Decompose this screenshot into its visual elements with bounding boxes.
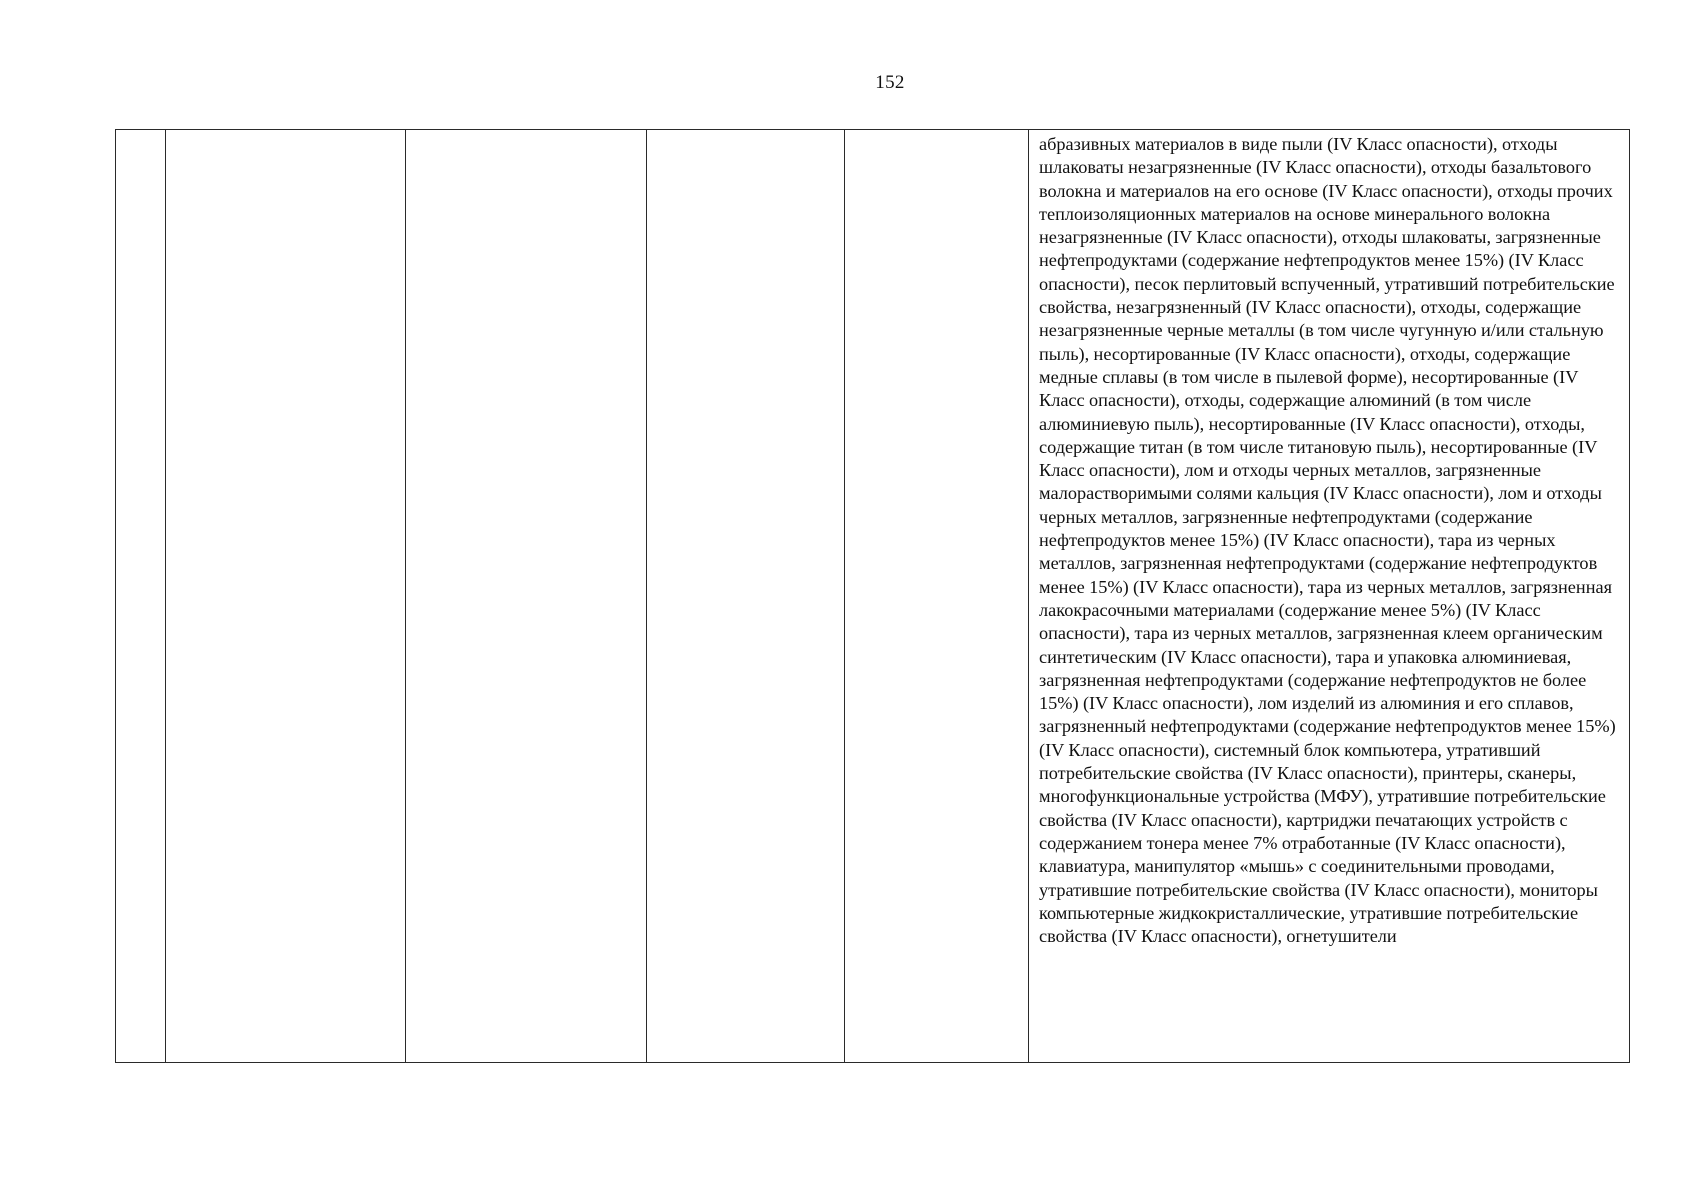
table-row (116, 130, 1630, 1063)
document-table (115, 129, 1630, 1063)
table-cell-6 (1029, 130, 1630, 1063)
table-cell-4 (647, 130, 845, 1063)
page-number: 152 (875, 72, 905, 93)
table-cell-3 (406, 130, 647, 1063)
waste-list-text: абразивных материалов в виде пыли (IV Класс опасности), отходы шлаковаты незагрязненные (IV Класс опасности), отходы базальтового волокна и материалов на его основе (IV Класс опасности), отходы прочих теплоизоляционных материалов на основе минерального волокна незагрязненные (IV Класс опасности), отходы шлаковаты, загрязненные нефтепродуктами (содержание нефтепродуктов менее 15%) (IV Класс опасности), песок перлитовый вспученный, утративший потребительские свойства, незагрязненный (IV Класс опасности), отходы, содержащие незагрязненные черные металлы (в том числе чугунную и/или стальную пыль), несортированные (IV Класс опасности), отходы, содержащие медные сплавы (в том числе в пылевой форме), несортированные (IV Класс опасности), отходы, содержащие алюминий (в том числе алюминиевую пыль), несортированные (IV Класс опасности), отходы, содержащие титан (в том числе титановую пыль), несортированные (IV Класс опасности), лом и отходы черных металлов, загрязненные малорастворимыми солями кальция (IV Класс опасности), лом и отходы черных металлов, загрязненные нефтепродуктами (содержание нефтепродуктов менее 15%) (IV Класс опасности), тара из черных металлов, загрязненная нефтепродуктами (содержание нефтепродуктов менее 15%) (IV Класс опасности), тара из черных металлов, загрязненная лакокрасочными материалами (содержание менее 5%) (IV Класс опасности), тара из черных металлов, загрязненная клеем органическим синтетическим (IV Класс опасности), тара и упаковка алюминиевая, загрязненная нефтепродуктами (содержание нефтепродуктов не более 15%) (IV Класс опасности), лом изделий из алюминия и его сплавов, загрязненный нефтепродуктами (содержание нефтепродуктов менее 15%) (IV Класс опасности), системный блок компьютера, утративший потребительские свойства (IV Класс опасности), принтеры, сканеры, многофункциональные устройства (МФУ), утратившие потребительские свойства (IV Класс опасности), картриджи печатающих устройств с содержанием тонера менее 7% отработанные (IV Класс опасности), клавиатура, манипулятор «мышь» с соединительными проводами, утратившие потребительские свойства (IV Класс опасности), мониторы компьютерные жидкокристаллические, утратившие потребительские свойства (IV Класс опасности), огнетушители (1039, 134, 1616, 947)
table-cell-1 (116, 130, 166, 1063)
table-cell-5 (845, 130, 1029, 1063)
table-cell-2 (166, 130, 406, 1063)
